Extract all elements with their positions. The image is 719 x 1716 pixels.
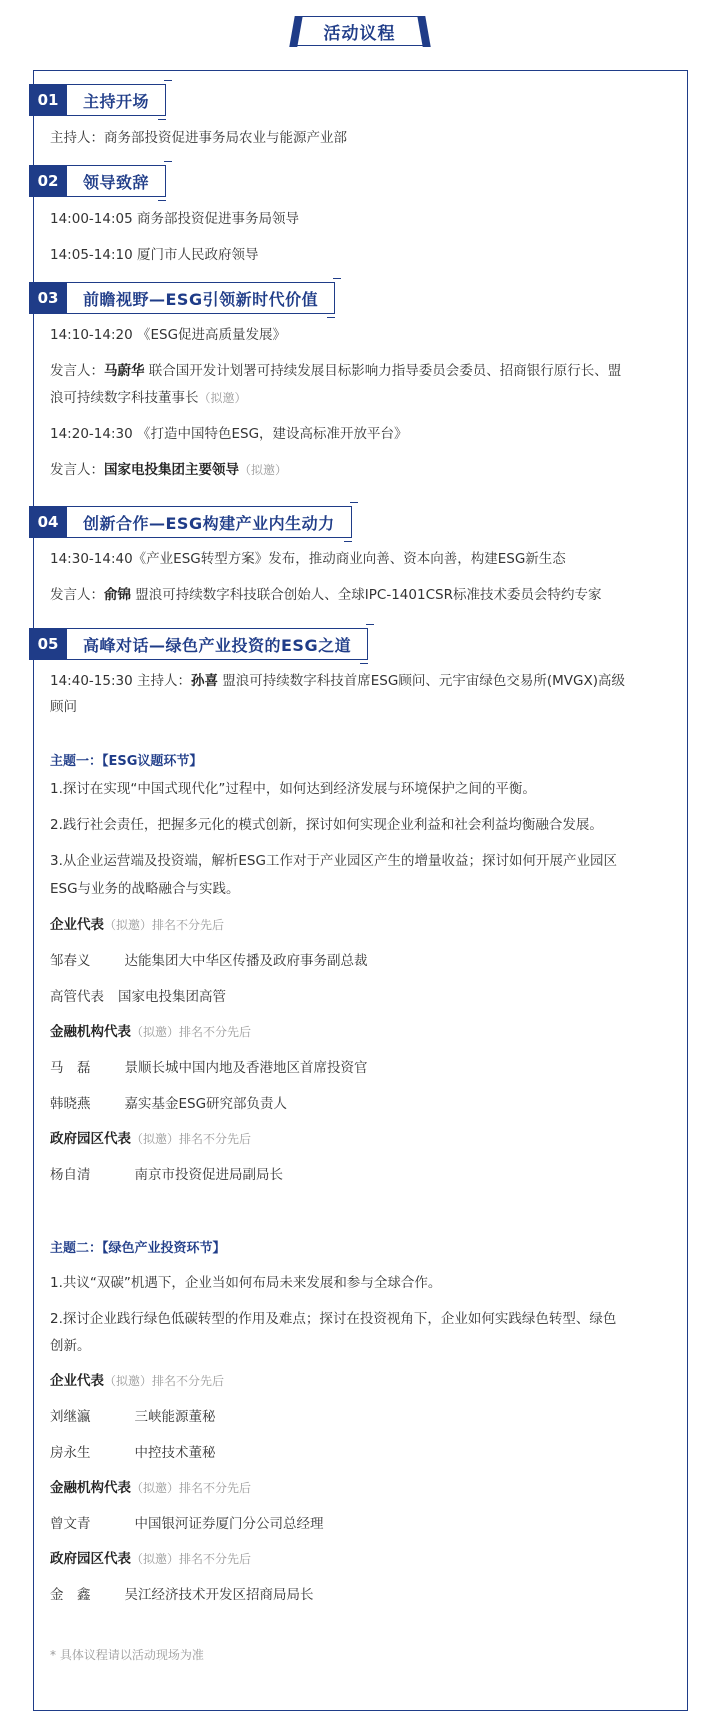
section-title: 高峰对话—绿色产业投资的ESG之道 <box>67 628 368 660</box>
speaker-name: 马蔚华 <box>104 363 145 379</box>
agenda-line: 14:10-14:20 《ESG促进高质量发展》 <box>50 327 287 343</box>
title-banner <box>0 16 719 46</box>
agenda-line: 14:05-14:10 厦门市人民政府领导 <box>50 247 259 263</box>
topic-item: 2.探讨企业践行绿色低碳转型的作用及难点；探讨在投资视角下，企业如何实践绿色转型、绿色 <box>50 1311 617 1327</box>
panelist-name: 曾文青 <box>50 1516 91 1532</box>
speaker-line <box>50 457 287 484</box>
section-title: 领导致辞 <box>67 165 166 197</box>
host-line <box>50 668 625 695</box>
group-label: 金融机构代表 <box>50 1480 131 1496</box>
section-number: 03 <box>29 282 67 314</box>
panelist-name: 金 鑫 <box>50 1587 91 1603</box>
speaker-desc: 浪可持续数字科技董事长 <box>50 390 199 406</box>
section-number: 02 <box>29 165 67 197</box>
topic-item-cont: ESG与业务的战略融合与实践。 <box>50 881 240 897</box>
footnote: * 具体议程请以活动现场为准 <box>50 1648 204 1662</box>
panelist-name: 马 磊 <box>50 1060 91 1076</box>
speaker-desc: 联合国开发计划署可持续发展目标影响力指导委员会委员、招商银行原行长、盟 <box>144 363 622 379</box>
group-heading <box>50 1019 251 1046</box>
agenda-line: 14:30-14:40《产业ESG转型方案》发布，推动商业向善、资本向善，构建ESG新生态 <box>50 551 566 567</box>
panelist-name: 韩晓燕 <box>50 1096 91 1112</box>
host-desc: 盟浪可持续数字科技首席ESG顾问、元宇宙绿色交易所(MVGX)高级 <box>217 673 625 689</box>
tbc-note: （拟邀） <box>239 463 288 477</box>
speaker-label: 发言人： <box>50 462 104 478</box>
panelist-role: 嘉实基金ESG研究部负责人 <box>124 1096 288 1112</box>
panelist-row <box>50 1091 287 1118</box>
panelist-row <box>50 1162 283 1189</box>
panelist-name: 刘继瀛 <box>50 1409 91 1425</box>
group-heading <box>50 1546 251 1573</box>
section-03-header <box>29 282 335 314</box>
section-01-header <box>29 84 166 116</box>
topic-item: 1.探讨在实现“中国式现代化”过程中，如何达到经济发展与环境保护之间的平衡。 <box>50 781 536 797</box>
host-line: 主持人：商务部投资促进事务局农业与能源产业部 <box>50 130 347 146</box>
panelist-row <box>50 1404 216 1431</box>
topic-item: 2.践行社会责任，把握多元化的模式创新，探讨如何实现企业利益和社会利益均衡融合发展。 <box>50 817 603 833</box>
panelist-role: 中控技术董秘 <box>134 1445 216 1461</box>
speaker-desc: 盟浪可持续数字科技联合创始人、全球IPC-1401CSR标准技术委员会特约专家 <box>131 587 602 603</box>
panelist-role: 三峡能源董秘 <box>134 1409 216 1425</box>
tbc-order-note: （拟邀）排名不分先后 <box>131 1025 252 1039</box>
group-label: 企业代表 <box>50 1373 104 1389</box>
panelist-role: 达能集团大中华区传播及政府事务副总裁 <box>124 953 368 969</box>
section-04-header <box>29 506 352 538</box>
section-title: 前瞻视野—ESG引领新时代价值 <box>67 282 335 314</box>
tbc-order-note: （拟邀）排名不分先后 <box>131 1481 252 1495</box>
time-label: 14:40-15:30 主持人： <box>50 673 191 689</box>
panelist-row <box>50 984 226 1011</box>
section-05-header <box>29 628 368 660</box>
agenda-line: 14:20-14:30 《打造中国特色ESG，建设高标准开放平台》 <box>50 426 408 442</box>
host-name: 孙喜 <box>190 673 218 689</box>
group-label: 金融机构代表 <box>50 1024 131 1040</box>
topic-item: 1.共议“双碳”机遇下，企业当如何布局未来发展和参与全球合作。 <box>50 1275 442 1291</box>
panelist-row <box>50 948 368 975</box>
group-heading <box>50 1126 251 1153</box>
panelist-row <box>50 1440 216 1467</box>
section-02-header <box>29 165 166 197</box>
panelist-role: 国家电投集团高管 <box>118 989 226 1005</box>
agenda-line: 14:00-14:05 商务部投资促进事务局领导 <box>50 211 299 227</box>
group-label: 企业代表 <box>50 917 104 933</box>
topic-item-cont: 创新。 <box>50 1338 91 1354</box>
speaker-line <box>50 358 621 385</box>
page-title: 活动议程 <box>296 16 424 46</box>
tbc-order-note: （拟邀）排名不分先后 <box>104 1374 225 1388</box>
section-number: 05 <box>29 628 67 660</box>
speaker-name: 国家电投集团主要领导 <box>104 462 239 478</box>
section-title: 主持开场 <box>67 84 166 116</box>
panelist-name: 房永生 <box>50 1445 91 1461</box>
panelist-row <box>50 1582 314 1609</box>
group-label: 政府园区代表 <box>50 1131 131 1147</box>
group-heading <box>50 912 224 939</box>
panelist-role: 中国银河证券厦门分公司总经理 <box>134 1516 324 1532</box>
section-title: 创新合作—ESG构建产业内生动力 <box>67 506 352 538</box>
speaker-label: 发言人： <box>50 587 104 603</box>
panelist-role: 吴江经济技术开发区招商局局长 <box>124 1587 314 1603</box>
topic-item: 3.从企业运营端及投资端，解析ESG工作对于产业园区产生的增量收益；探讨如何开展产业园区 <box>50 853 617 869</box>
speaker-line-cont <box>50 385 247 412</box>
theme-two-heading: 主题二：【绿色产业投资环节】 <box>50 1241 226 1256</box>
speaker-line <box>50 582 601 609</box>
tbc-order-note: （拟邀）排名不分先后 <box>131 1132 252 1146</box>
panelist-row <box>50 1511 324 1538</box>
panelist-name: 邹春义 <box>50 953 91 969</box>
speaker-label: 发言人： <box>50 363 104 379</box>
theme-one-heading: 主题一：【ESG议题环节】 <box>50 754 203 769</box>
host-line-cont: 顾问 <box>50 699 77 715</box>
section-number: 01 <box>29 84 67 116</box>
panelist-row <box>50 1055 368 1082</box>
section-number: 04 <box>29 506 67 538</box>
tbc-order-note: （拟邀）排名不分先后 <box>104 918 225 932</box>
speaker-name: 俞锦 <box>104 587 131 603</box>
tbc-note: （拟邀） <box>198 391 247 405</box>
group-label: 政府园区代表 <box>50 1551 131 1567</box>
group-heading <box>50 1368 224 1395</box>
tbc-order-note: （拟邀）排名不分先后 <box>131 1552 252 1566</box>
group-heading <box>50 1475 251 1502</box>
panelist-role: 景顺长城中国内地及香港地区首席投资官 <box>124 1060 368 1076</box>
panelist-name: 高管代表 <box>50 989 104 1005</box>
panelist-name: 杨自清 <box>50 1167 91 1183</box>
panelist-role: 南京市投资促进局副局长 <box>134 1167 283 1183</box>
